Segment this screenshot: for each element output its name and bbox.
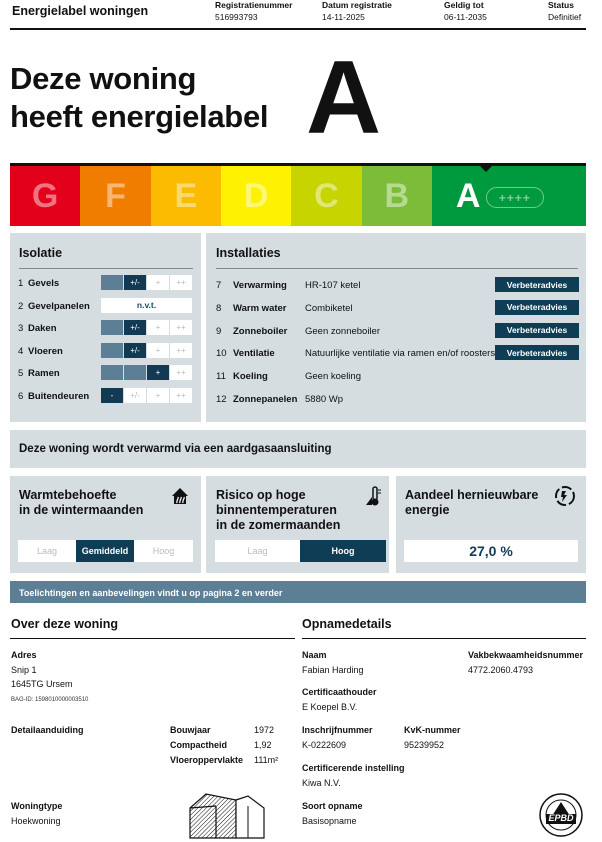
warmte-option-gemiddeld: Gemiddeld xyxy=(76,540,134,562)
warmte-option-laag: Laag xyxy=(18,540,76,562)
row-number: 5 xyxy=(18,368,24,379)
risico-box xyxy=(206,476,389,573)
row-number: 3 xyxy=(18,323,24,334)
adres-line1: Snip 1 xyxy=(11,665,37,675)
renewable-energy-icon xyxy=(553,484,577,508)
bouwjaar-label: Bouwjaar xyxy=(170,725,211,735)
rating-cell: + xyxy=(147,275,169,290)
heating-note: Deze woning wordt verwarmd via een aardgasaansluiting xyxy=(19,443,332,455)
energy-class-letter: C xyxy=(314,176,339,215)
energy-class-letter: A xyxy=(455,176,481,215)
epbd-logo-text: EPBD xyxy=(548,813,574,823)
verbeteradvies-button[interactable]: Verbeteradvies xyxy=(495,345,579,360)
row-number: 11 xyxy=(216,371,226,383)
isolatie-title: Isolatie xyxy=(19,246,63,260)
row-label: Verwarming xyxy=(233,280,287,291)
verbeteradvies-button[interactable]: Verbeteradvies xyxy=(495,277,579,292)
energy-class-d xyxy=(221,166,291,226)
warmte-option-hoog: Hoog xyxy=(134,540,193,562)
certificaathouder-value: E Koepel B.V. xyxy=(302,702,358,712)
hernieuwbaar-box xyxy=(396,476,586,573)
row-value: Geen koeling xyxy=(305,371,361,383)
row-value: Geen zonneboiler xyxy=(305,325,380,337)
registratienummer: Registratienummer 516993793 xyxy=(215,0,293,22)
rating-cell xyxy=(101,320,123,335)
rating-cell xyxy=(101,365,123,380)
energy-class-letter: E xyxy=(174,176,198,215)
row-label: Buitendeuren xyxy=(28,390,90,402)
row-label: Gevelpanelen xyxy=(28,300,90,312)
rating-cell xyxy=(101,275,123,290)
energy-class-letter: B xyxy=(384,176,409,215)
row-label: Zonneboiler xyxy=(233,325,288,337)
energy-label-letter: A xyxy=(306,40,382,156)
divider xyxy=(19,268,193,269)
opname-title: Opnamedetails xyxy=(302,617,392,631)
vloer-value: 111m² xyxy=(254,755,279,765)
rating-cell: ++ xyxy=(170,388,192,403)
header-rule xyxy=(10,28,586,30)
energy-class-e xyxy=(151,166,221,226)
row-number: 8 xyxy=(216,302,222,314)
compactheid-value: 1,92 xyxy=(254,740,272,750)
instelling-value: Kiwa N.V. xyxy=(302,778,341,788)
row-label: Gevels xyxy=(28,278,60,289)
row-label: Ramen xyxy=(28,368,60,379)
inschrijfnummer-label: Inschrijfnummer xyxy=(302,725,373,735)
rating-cell: + xyxy=(147,320,169,335)
naam-label: Naam xyxy=(302,650,327,660)
naam-value: Fabian Harding xyxy=(302,665,364,675)
rating-cell: ++ xyxy=(170,343,192,358)
hoekwoning-house-icon xyxy=(188,792,266,840)
row-value: Combiketel xyxy=(305,302,353,314)
row-number: 9 xyxy=(216,325,222,337)
verbeteradvies-button[interactable]: Verbeteradvies xyxy=(495,323,579,338)
status: Status Definitief xyxy=(548,0,582,22)
energy-class-f xyxy=(80,166,150,226)
rating-cell: +/- xyxy=(124,388,146,403)
instelling-label: Certificerende instelling xyxy=(302,763,405,773)
row-number: 12 xyxy=(216,394,227,405)
heating-note-panel xyxy=(10,430,586,468)
row-label: Vloeren xyxy=(28,345,63,357)
row-number: 2 xyxy=(18,300,24,312)
kvk-value: 95239952 xyxy=(404,740,445,750)
document-title: Energielabel woningen xyxy=(12,4,149,18)
compactheid-label: Compactheid xyxy=(170,740,228,750)
row-label: Koeling xyxy=(233,371,268,383)
kvk-label: KvK-nummer xyxy=(404,725,461,735)
energy-class-b xyxy=(362,166,432,226)
row-number: 7 xyxy=(216,280,222,291)
vakbekwaamheid-value: 4772.2060.4793 xyxy=(468,665,534,675)
datum-registratie: Datum registratie 14-11-2025 xyxy=(322,0,392,22)
detailaanduiding-label: Detailaanduiding xyxy=(11,725,84,735)
adres-label: Adres xyxy=(11,650,37,660)
energy-class-letter: G xyxy=(31,176,59,215)
certificaathouder-label: Certificaathouder xyxy=(302,687,377,697)
installaties-title: Installaties xyxy=(216,246,281,260)
rating-cell: +/- xyxy=(124,320,146,335)
rating-cell: ++ xyxy=(170,320,192,335)
rating-cell: ++ xyxy=(170,365,192,380)
bouwjaar-value: 1972 xyxy=(254,725,275,735)
soort-opname-value: Basisopname xyxy=(302,816,357,826)
row-value: 5880 Wp xyxy=(305,394,344,405)
house-heat-icon xyxy=(170,486,190,506)
adres-line2: 1645TG Ursem xyxy=(11,679,73,689)
energy-class-letter: D xyxy=(243,176,269,215)
energy-scale xyxy=(10,163,586,226)
rating-cell: + xyxy=(147,388,169,403)
rating-cell: ++ xyxy=(170,275,192,290)
energy-class-letter: F xyxy=(105,176,126,215)
isolatie-panel xyxy=(10,233,201,422)
divider xyxy=(302,638,586,639)
row-label: Daken xyxy=(28,323,57,334)
rating-cell: +/- xyxy=(124,343,146,358)
soort-opname-label: Soort opname xyxy=(302,801,363,811)
hernieuwbaar-value: 27,0 % xyxy=(404,540,578,562)
woningtype-value: Hoekwoning xyxy=(11,816,61,826)
row-value: HR-107 ketel xyxy=(305,280,361,291)
over-title: Over deze woning xyxy=(11,617,118,631)
bag-id: BAG-ID: 1598010000003510 xyxy=(11,697,89,703)
rating-cell xyxy=(124,365,146,380)
row-number: 6 xyxy=(18,390,24,402)
thermometer-icon xyxy=(364,485,384,507)
rating-value: n.v.t. xyxy=(101,298,192,313)
warmtebehoefte-box xyxy=(10,476,201,573)
inschrijfnummer-value: K-0222609 xyxy=(302,740,347,750)
headline: Deze woning heeft energielabel xyxy=(10,61,269,134)
active-class-pointer xyxy=(477,163,495,172)
energy-class-g xyxy=(10,166,80,226)
risico-title: Risico op hoge binnentemperaturen in de zomermaanden xyxy=(216,488,341,532)
rating-cell: + xyxy=(147,343,169,358)
energy-class-a xyxy=(432,166,586,226)
geldig-tot: Geldig tot 06-11-2035 xyxy=(444,0,487,22)
energy-class-c xyxy=(291,166,361,226)
risico-option-hoog: Hoog xyxy=(300,540,386,562)
divider xyxy=(10,638,295,639)
info-bar: Toelichtingen en aanbevelingen vindt u op pagina 2 en verder xyxy=(10,581,586,603)
rating-cell xyxy=(101,343,123,358)
row-number: 1 xyxy=(18,278,24,289)
verbeteradvies-button[interactable]: Verbeteradvies xyxy=(495,300,579,315)
row-label: Zonnepanelen xyxy=(233,394,298,405)
row-label: Ventilatie xyxy=(233,348,275,360)
row-value: Natuurlijke ventilatie via ramen en/of roosters xyxy=(305,348,496,360)
hernieuwbaar-title: Aandeel hernieuwbare energie xyxy=(405,488,539,517)
row-label: Warm water xyxy=(233,302,287,314)
vloer-label: Vloeroppervlakte xyxy=(170,755,244,765)
woningtype-label: Woningtype xyxy=(11,801,63,811)
rating-cell: + xyxy=(147,365,169,380)
risico-option-laag: Laag xyxy=(215,540,300,562)
warmtebehoefte-title: Warmtebehoefte in de wintermaanden xyxy=(19,488,144,517)
rating-cell: - xyxy=(101,388,123,403)
divider xyxy=(216,268,578,269)
row-number: 4 xyxy=(18,345,24,357)
row-number: 10 xyxy=(216,348,227,360)
plus-indicator: ++++ xyxy=(486,187,544,208)
rating-cell: +/- xyxy=(124,275,146,290)
vakbekwaamheid-label: Vakbekwaamheidsnummer xyxy=(468,650,584,660)
